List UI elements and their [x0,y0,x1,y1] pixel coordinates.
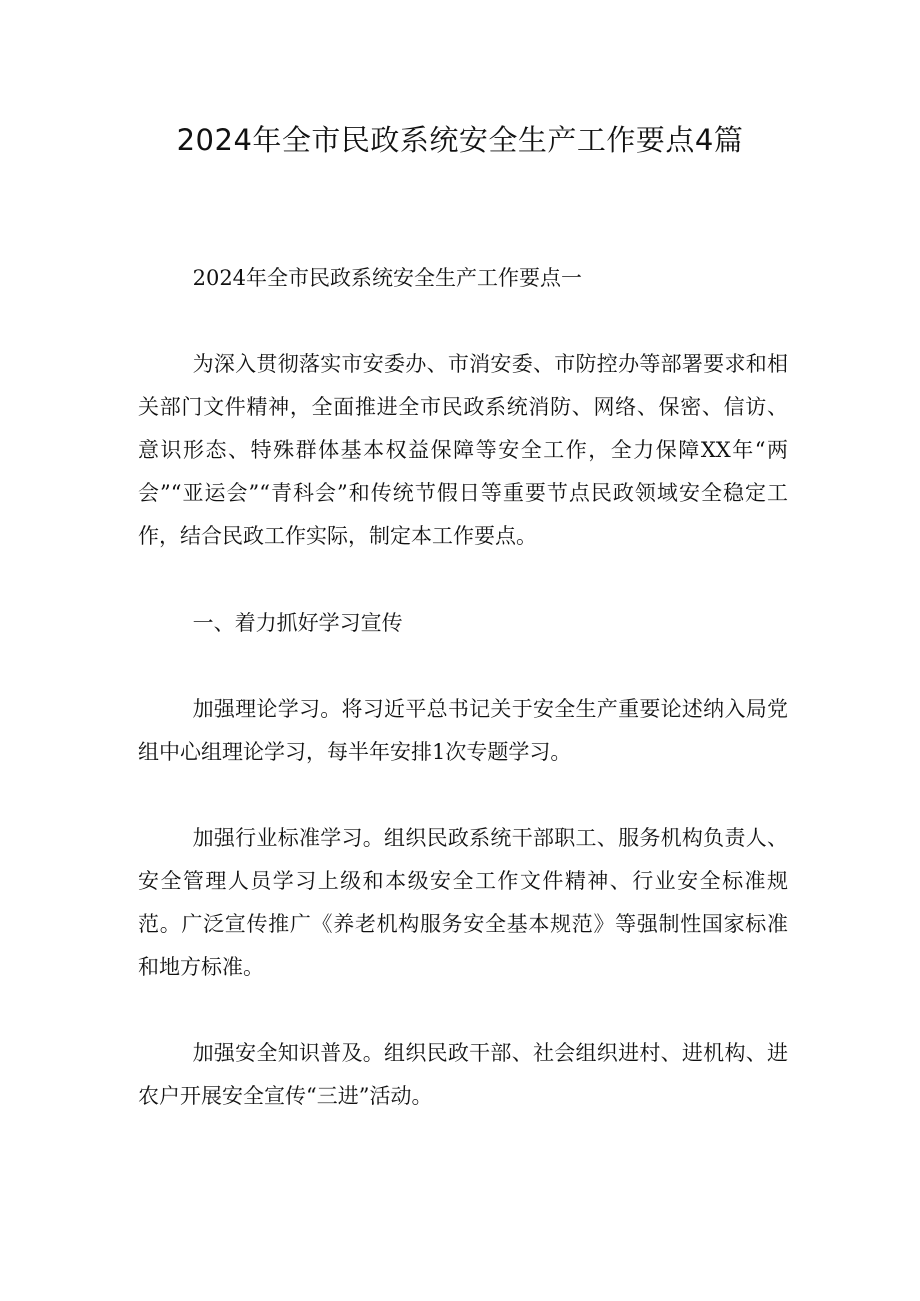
document-title: 2024年全市民政系统安全生产工作要点4篇 [176,123,744,157]
paragraph-industry-standards: 加强行业标准学习。组织民政系统干部职工、服务机构负责人、安全管理人员学习上级和本级安全工作文件精神、行业安全标准规范。广泛宣传推广《养老机构服务安全基本规范》等强制性国家标准和地方标准。 [138,826,788,979]
paragraph-safety-knowledge: 加强安全知识普及。组织民政干部、社会组织进村、进机构、进农户开展安全宣传“三进”活动。 [138,1041,788,1108]
paragraph-theory-study: 加强理论学习。将习近平总书记关于安全生产重要论述纳入局党组中心组理论学习，每半年安排1次专题学习。 [138,697,788,764]
section-heading-study-promotion: 一、着力抓好学习宣传 [192,611,403,635]
intro-paragraph: 为深入贯彻落实市安委办、市消安委、市防控办等部署要求和相关部门文件精神，全面推进全市民政系统消防、网络、保密、信访、意识形态、特殊群体基本权益保障等安全工作，全力保障XX年“两会”“亚运会”“青科会”和传统节假日等重要节点民政领域安全稳定工作，结合民政工作实际，制定本工作要点。 [138,352,788,548]
section-heading-part-one: 2024年全市民政系统安全生产工作要点一 [192,266,583,290]
